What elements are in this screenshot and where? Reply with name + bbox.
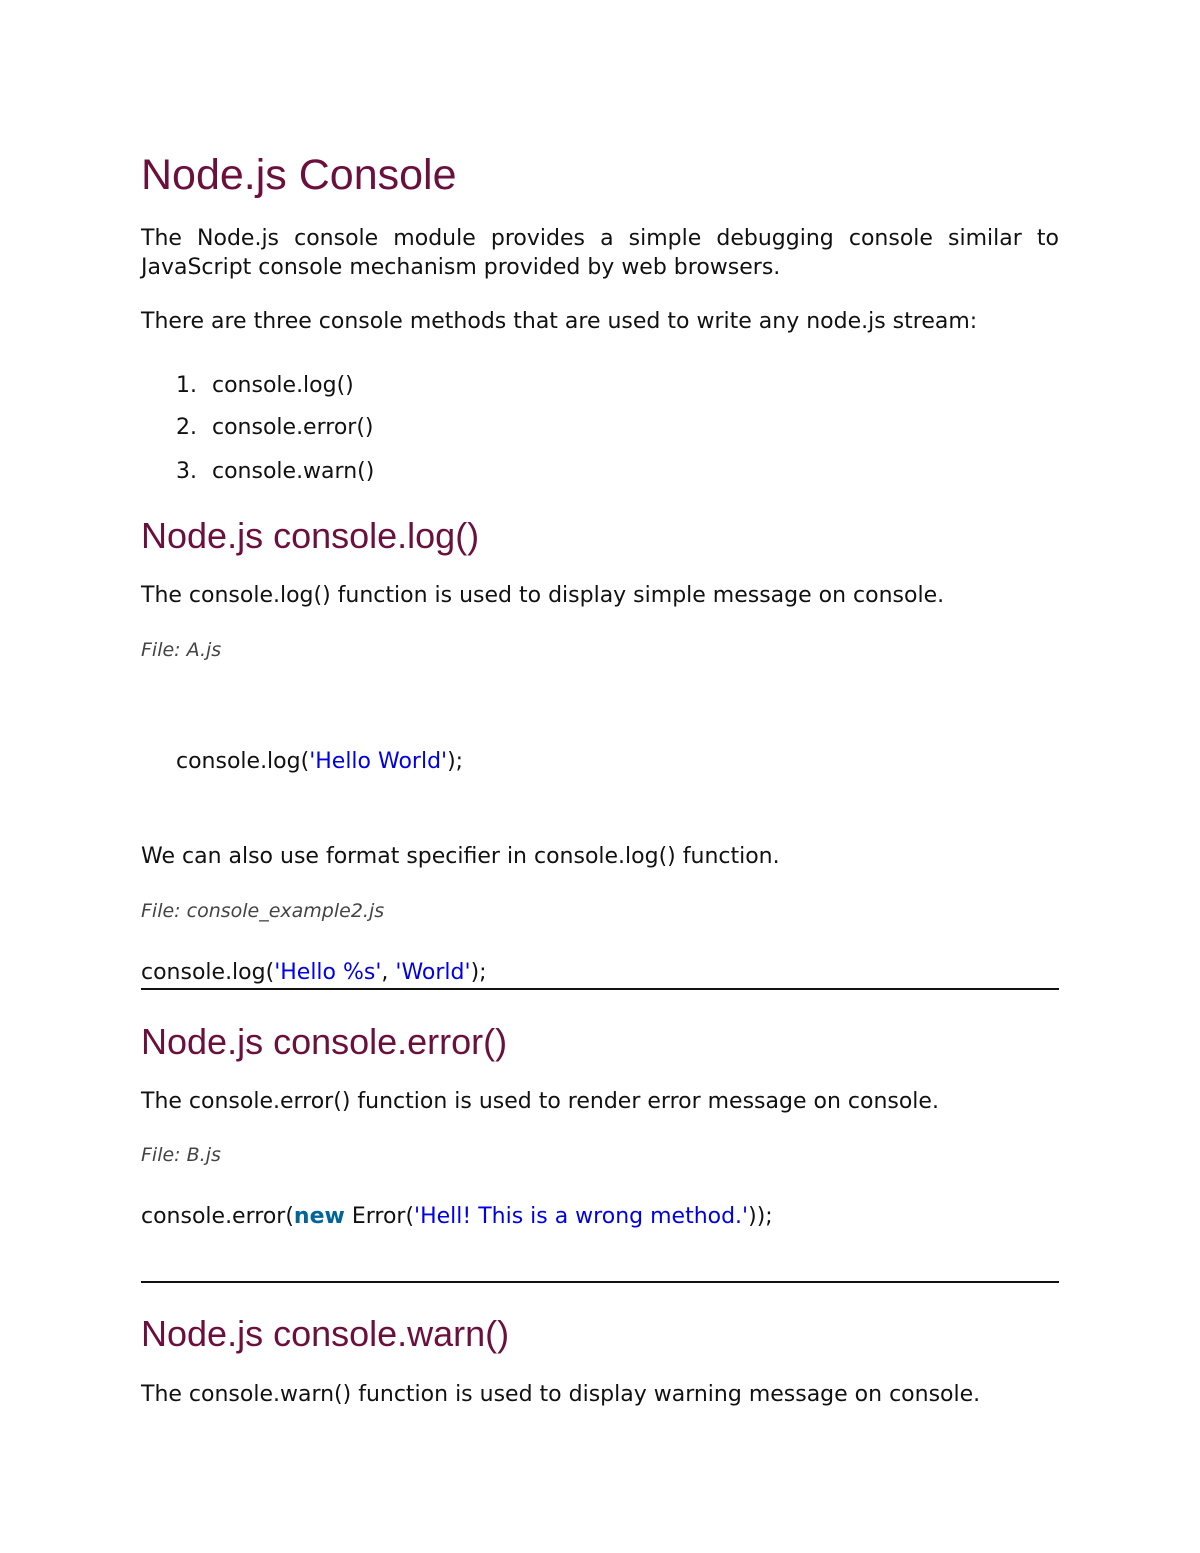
code-line: [141, 1203, 773, 1231]
log-description: The console.log() function is used to display simple message on console.: [141, 583, 945, 608]
list-number: 1.: [176, 373, 197, 398]
code-text: ));: [748, 1204, 773, 1229]
code-line: [176, 748, 463, 776]
list-item-label: console.error(): [212, 415, 374, 440]
code-line: [141, 959, 487, 987]
warn-description: The console.warn() function is used to display warning message on console.: [141, 1382, 981, 1407]
horizontal-rule: [141, 1281, 1059, 1283]
file-label: File: B.js: [141, 1144, 221, 1166]
code-keyword: new: [293, 1204, 345, 1229]
page-title: Node.js Console: [141, 151, 457, 199]
file-label: File: console_example2.js: [141, 900, 385, 922]
list-number: 2.: [176, 415, 197, 440]
code-text: console.log(: [176, 749, 310, 774]
list-item-label: console.log(): [212, 373, 354, 398]
section-heading-error: Node.js console.error(): [141, 1021, 508, 1062]
list-item: [176, 458, 374, 486]
error-description: The console.error() function is used to render error message on console.: [141, 1089, 939, 1114]
code-string: 'Hello World': [309, 749, 448, 774]
code-text: );: [470, 960, 487, 985]
code-string: 'World': [395, 960, 471, 985]
list-item: [176, 414, 374, 442]
list-number: 3.: [176, 459, 197, 484]
code-text: Error(: [344, 1204, 415, 1229]
code-text: console.log(: [141, 960, 275, 985]
intro-paragraph: The Node.js console module provides a simple debugging console similar to JavaScript console mechanism provided by web browsers.: [141, 226, 1059, 280]
code-text: console.error(: [141, 1204, 294, 1229]
horizontal-rule: [141, 988, 1059, 990]
list-item-label: console.warn(): [212, 459, 375, 484]
file-label: File: A.js: [141, 639, 222, 661]
code-text: ,: [381, 960, 396, 985]
section-heading-log: Node.js console.log(): [141, 515, 480, 556]
methods-intro: There are three console methods that are used to write any node.js stream:: [141, 309, 978, 334]
section-heading-warn: Node.js console.warn(): [141, 1313, 510, 1354]
code-string: 'Hell! This is a wrong method.': [414, 1204, 749, 1229]
format-specifier-description: We can also use format specifier in console.log() function.: [141, 844, 780, 869]
list-item: [176, 372, 354, 400]
code-text: );: [447, 749, 464, 774]
code-string: 'Hello %s': [274, 960, 382, 985]
